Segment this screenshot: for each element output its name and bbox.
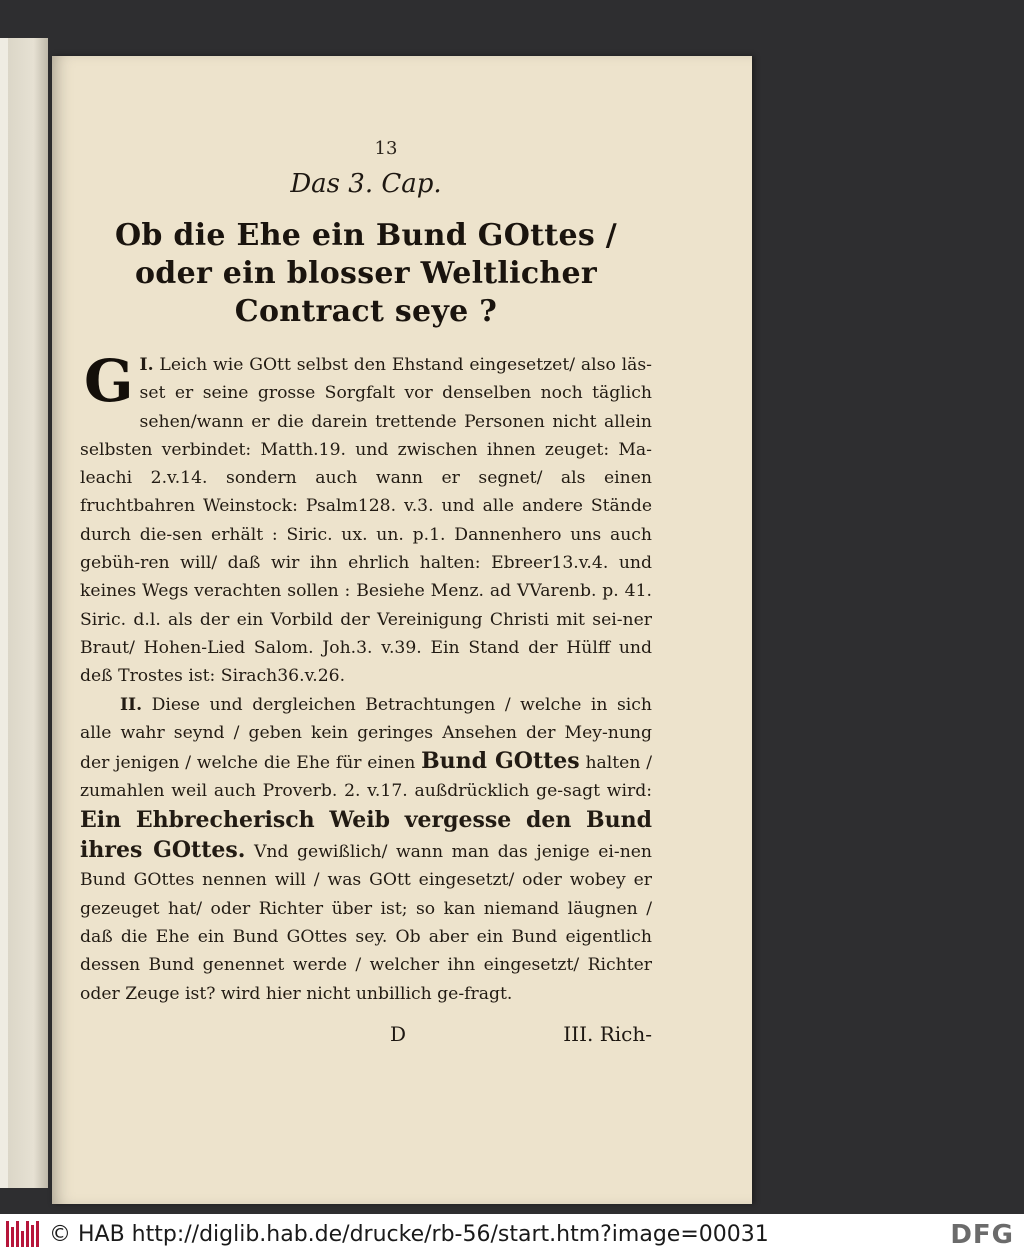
body-text	[80, 347, 652, 1008]
catchword: III. Rich-	[563, 1021, 652, 1046]
emphasis-text: Bund GOttes	[421, 748, 580, 775]
previous-page-strip	[0, 38, 8, 1188]
paragraph-1	[80, 347, 652, 691]
paragraph-text: halten / zumahlen weil auch Proverb. 2. v.17. außdrücklich ge-sagt wird:	[80, 753, 652, 802]
dfg-logo: DFG	[950, 1220, 1014, 1250]
chapter-title: Ob die Ehe ein Bund GOttes / oder ein blosser Weltlicher Contract seye ?	[114, 218, 618, 329]
hab-barcode-icon	[6, 1221, 39, 1247]
page-footer	[80, 1022, 652, 1046]
book-page	[52, 56, 752, 1204]
signature-mark: D	[390, 1021, 407, 1046]
emphasis-text: Ein Ehbrecherisch Weib vergesse den Bund ihres GOttes.	[80, 806, 652, 864]
paragraph-number: II.	[120, 694, 143, 715]
paragraph-text: Vnd gewißlich/ wann man das jenige ei-nen Bund GOttes nennen will / was GOtt eingesetzt/ oder wobey er gezeuget hat/ oder Richter über ist; so kan niemand läugnen / daß die Ehe ein Bund GOttes sey. Ob aber ein Bund eigentlich dessen Bund genennet werde / welcher ihn eingesetzt/ Richter oder Zeuge ist? wird hier nicht unbillich ge-fragt.	[80, 842, 652, 1004]
chapter-heading: Das 3. Cap.	[290, 169, 442, 199]
paragraph-text: Leich wie GOtt selbst den Ehstand eingesetzet/ also läs-set er seine grosse Sorgfalt vor denselben noch täglich sehen/wann er die darein trettende Personen nicht allein selbsten verbindet: Matth.19. und zwischen ihnen zeuget: Ma-leachi 2.v.14. sondern auch wann er segnet/ als einen fruchtbahren Weinstock: Psalm128. v.3. und alle andere Stände durch die-sen erhält : Siric. ux. un. p.1. Dannenhero uns auch gebüh-ren will/ daß wir ihn ehrlich halten: Ebreer13.v.4. und keines Wegs verachten sollen : Besiehe Menz. ad VVarenb. p. 41. Siric. d.l. als der ein Vorbild der Vereinigung Christi mit sei-ner Braut/ Hohen-Lied Salom. Joh.3. v.39. Ein Stand der Hülff und deß Trostes ist: Sirach36.v.26.	[80, 355, 652, 687]
drop-capital: G	[84, 347, 134, 415]
paragraph-number: I.	[139, 355, 154, 375]
paragraph-2	[80, 691, 652, 1008]
page-number: 13	[374, 138, 398, 159]
page-content	[80, 138, 652, 1046]
copyright-link[interactable]: © HAB http://diglib.hab.de/drucke/rb-56/start.htm?image=00031	[49, 1221, 769, 1247]
footer-bar	[0, 1214, 1024, 1254]
paragraph-text: Diese und dergleichen Betrachtungen / welche in sich alle wahr seynd / geben kein geringes Ansehen der Mey-nung der jenigen / welche die Ehe für einen	[80, 694, 652, 774]
